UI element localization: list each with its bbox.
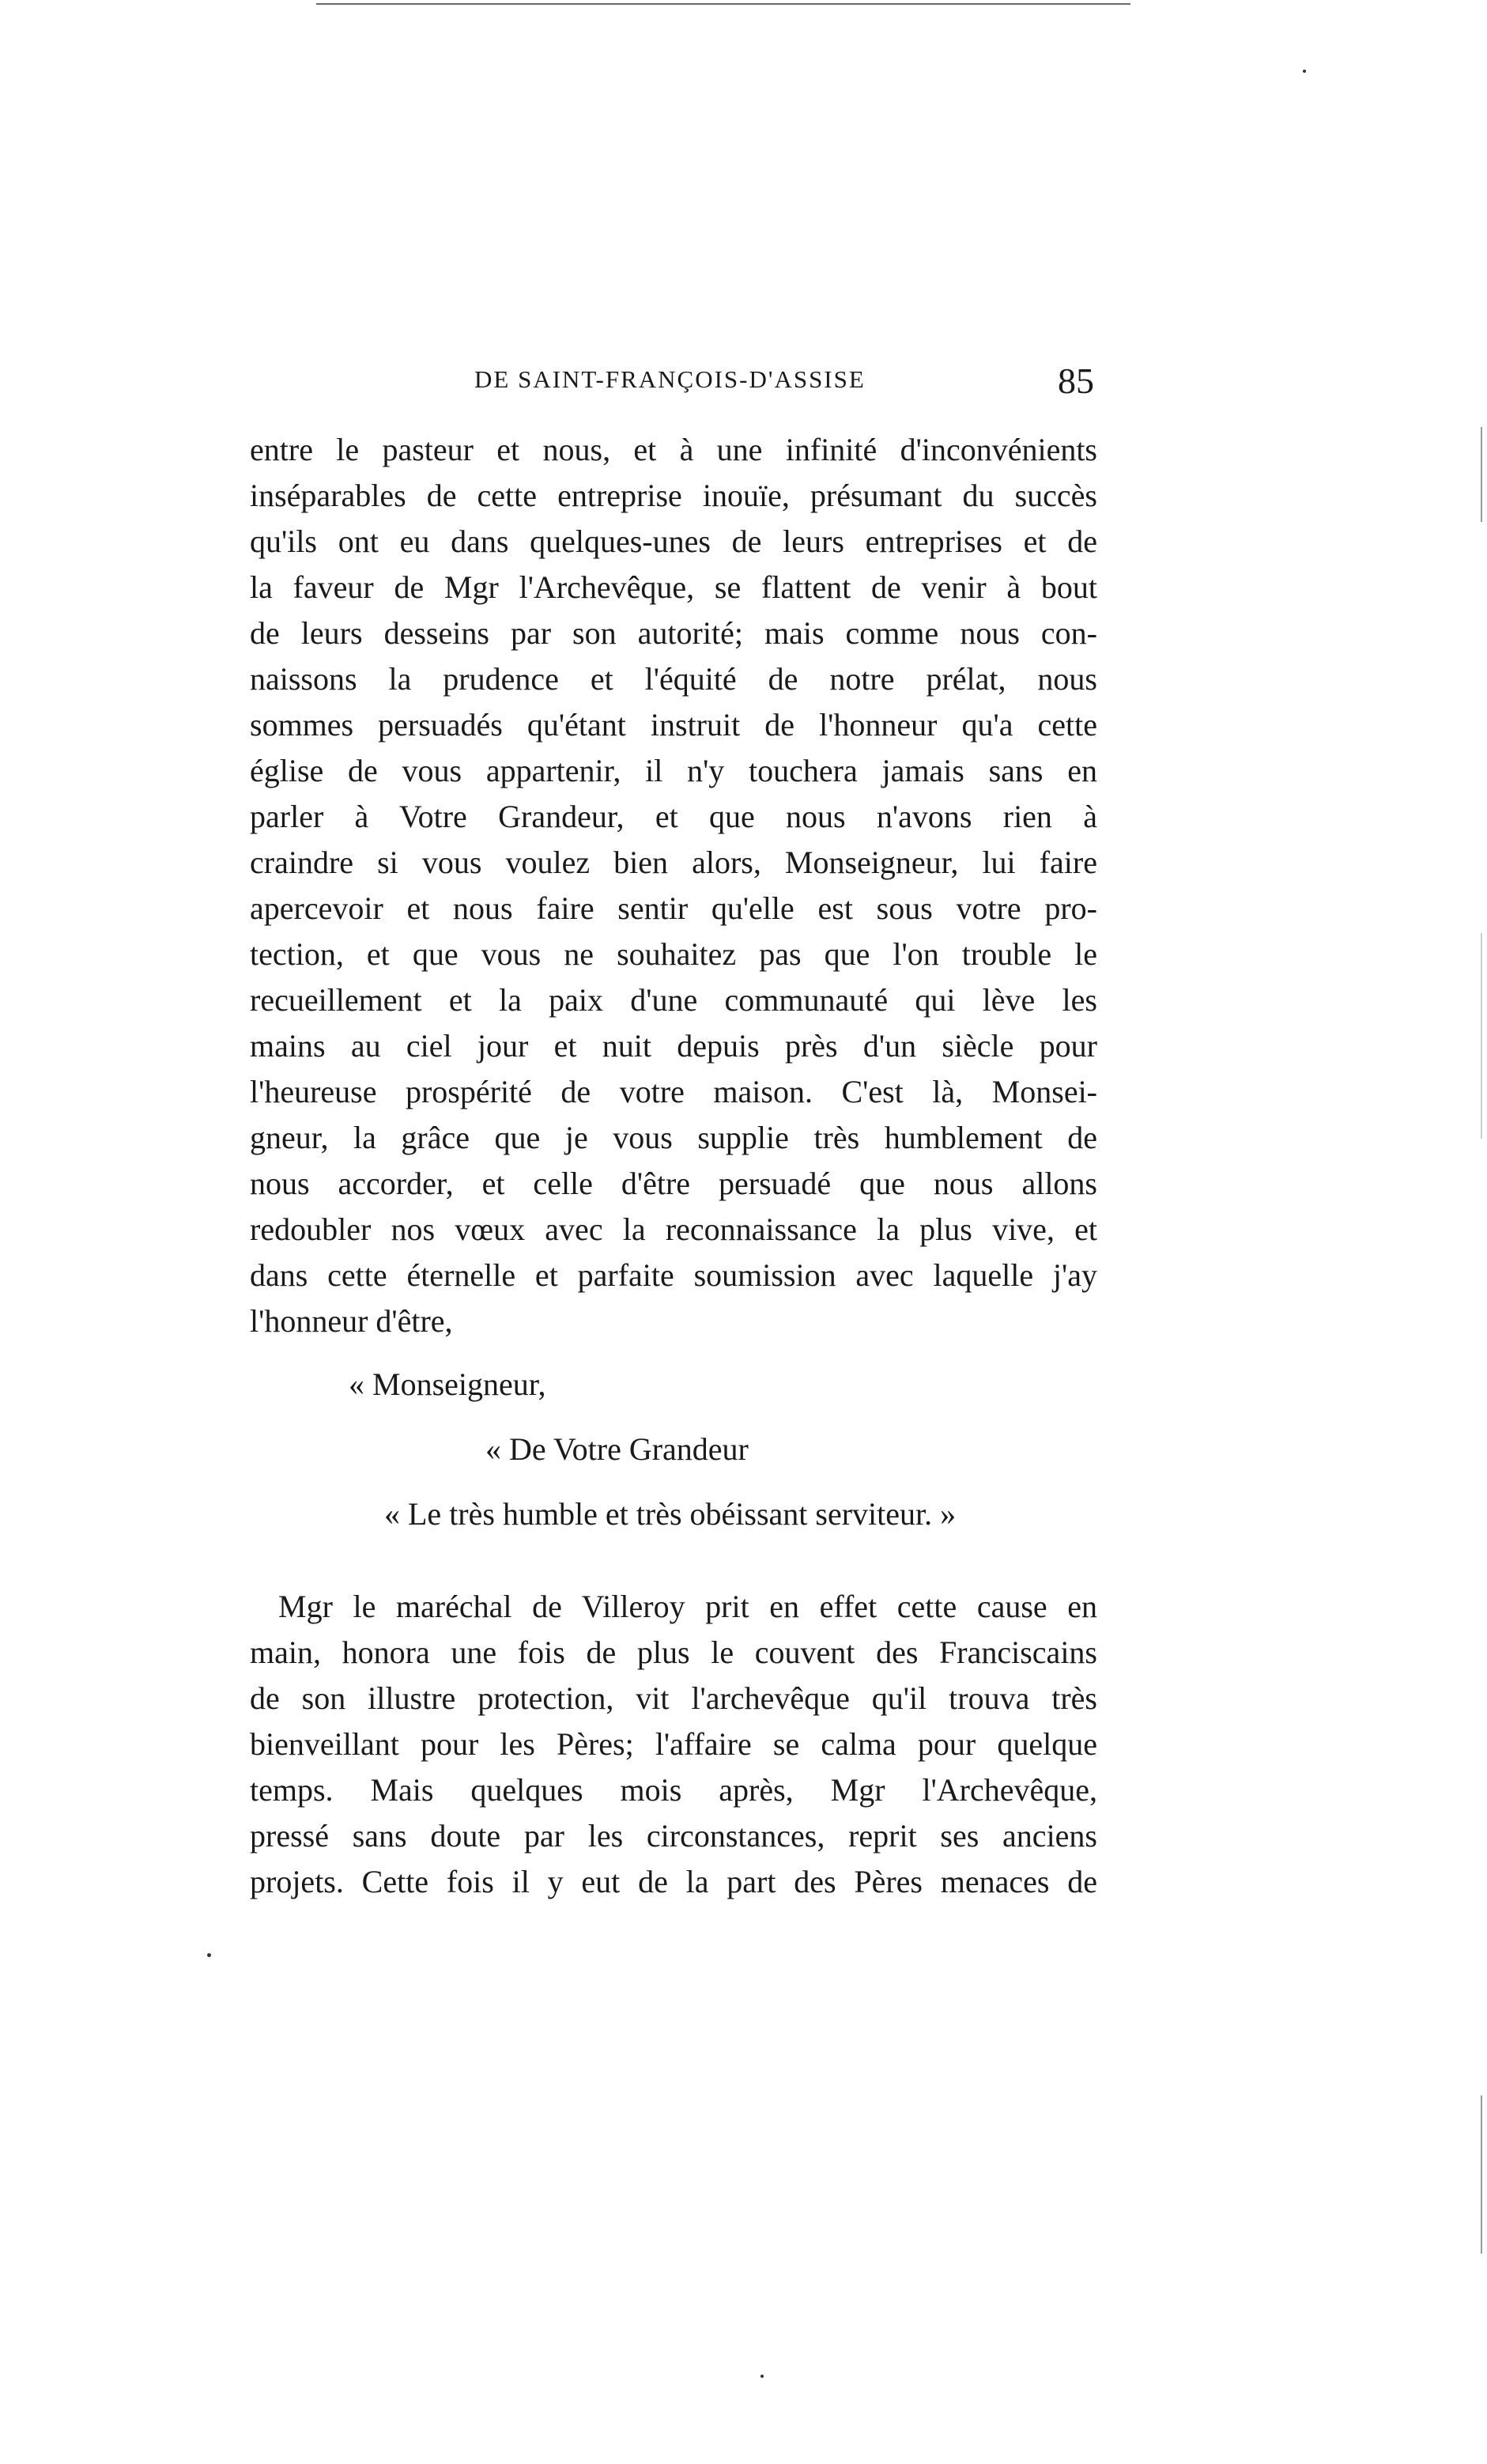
text-line: recueillement et la paix d'une communauté qui lève les [250, 982, 1097, 1018]
text-line: temps. Mais quelques mois après, Mgr l'Archevêque, [250, 1772, 1097, 1808]
scan-speck [207, 1953, 211, 1957]
closing-address: « De Votre Grandeur [485, 1431, 749, 1467]
scan-right-edge-mark [1481, 427, 1482, 522]
text-line: qu'ils ont eu dans quelques-unes de leurs entreprises et de [250, 523, 1097, 559]
text-line: parler à Votre Grandeur, et que nous n'avons rien à [250, 799, 1097, 834]
text-line: de son illustre protection, vit l'archevêque qu'il trouva très [250, 1680, 1097, 1716]
text-line: inséparables de cette entreprise inouïe, présumant du succès [250, 478, 1097, 513]
text-line: l'honneur d'être, [250, 1303, 453, 1339]
text-line: nous accorder, et celle d'être persuadé que nous allons [250, 1166, 1097, 1201]
scan-right-edge-mark [1481, 2096, 1482, 2254]
text-line: dans cette éternelle et parfaite soumission avec laquelle j'ay [250, 1257, 1097, 1293]
text-line: tection, et que vous ne souhaitez pas que l'on trouble le [250, 936, 1097, 972]
text-line: de leurs desseins par son autorité; mais comme nous con- [250, 615, 1097, 651]
text-line: église de vous appartenir, il n'y touchera jamais sans en [250, 753, 1097, 788]
text-line: l'heureuse prospérité de votre maison. C'est là, Monsei- [250, 1074, 1097, 1109]
page-text [250, 427, 1097, 1899]
text-line: bienveillant pour les Pères; l'affaire se calma pour quelque [250, 1726, 1097, 1762]
text-line: apercevoir et nous faire sentir qu'elle est sous votre pro- [250, 890, 1097, 926]
text-line: craindre si vous voulez bien alors, Monseigneur, lui faire [250, 845, 1097, 880]
narrative-paragraph [250, 1584, 1097, 1905]
text-line: gneur, la grâce que je vous supplie très humblement de [250, 1120, 1097, 1155]
page-number: 85 [1058, 361, 1094, 401]
scan-speck [1303, 70, 1306, 73]
text-line: sommes persuadés qu'étant instruit de l'honneur qu'a cette [250, 707, 1097, 743]
letter-body [250, 427, 1097, 1344]
scan-speck [760, 2375, 764, 2378]
text-line: pressé sans doute par les circonstances, reprit ses anciens [250, 1818, 1097, 1854]
text-line: main, honora une fois de plus le couvent des Franciscains [250, 1634, 1097, 1670]
text-line: la faveur de Mgr l'Archevêque, se flattent de venir à bout [250, 569, 1097, 605]
text-line: naissons la prudence et l'équité de notre prélat, nous [250, 661, 1097, 697]
text-line: redoubler nos vœux avec la reconnaissance la plus vive, et [250, 1211, 1097, 1247]
scan-top-edge-rule [316, 3, 1130, 5]
closing-signature: « Le très humble et très obéissant serviteur. » [384, 1496, 957, 1532]
running-head: DE SAINT-FRANÇOIS-D'ASSISE [474, 365, 866, 393]
closing-salutation: « Monseigneur, [349, 1366, 546, 1402]
text-line: Mgr le maréchal de Villeroy prit en effet cette cause en [278, 1589, 1097, 1624]
text-line: mains au ciel jour et nuit depuis près d'un siècle pour [250, 1028, 1097, 1064]
text-line: projets. Cette fois il y eut de la part des Pères menaces de [250, 1864, 1097, 1899]
scan-right-edge-mark [1481, 933, 1482, 1139]
text-line: entre le pasteur et nous, et à une infinité d'inconvénients [250, 432, 1097, 467]
